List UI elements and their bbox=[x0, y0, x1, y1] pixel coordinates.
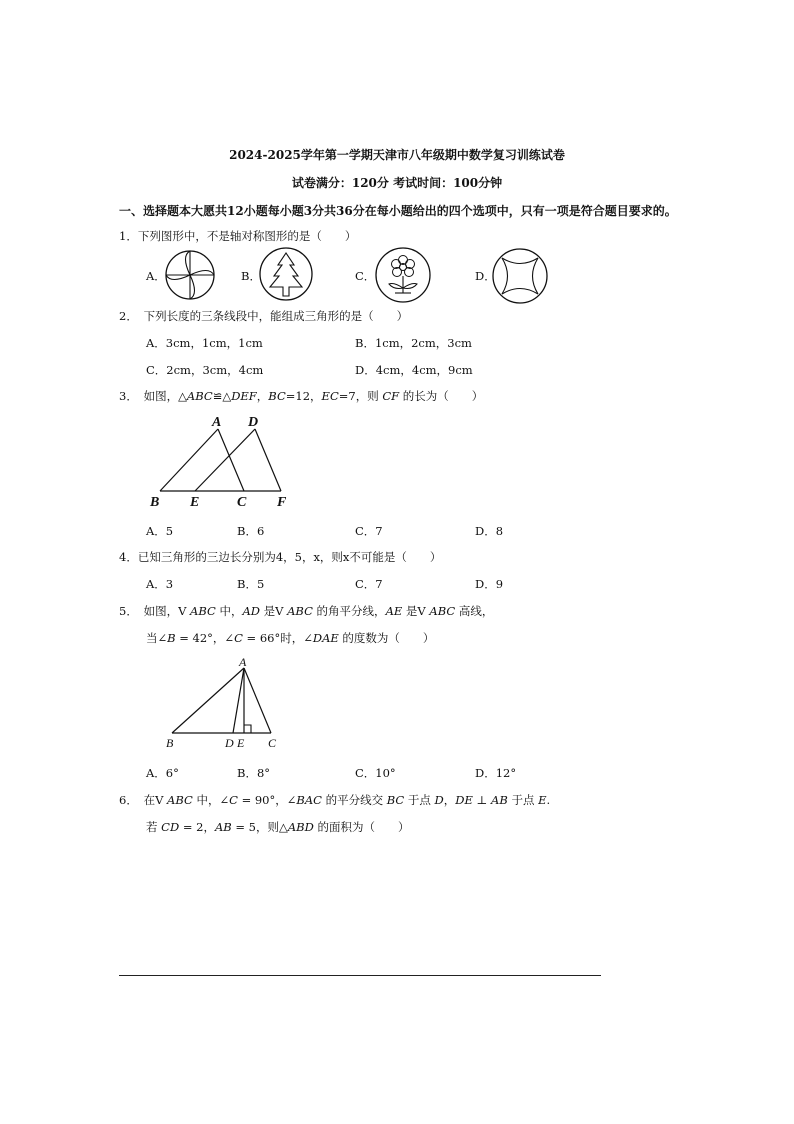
q5-option-d: D．12° bbox=[475, 766, 517, 780]
q2-option-a: A．3cm，1cm，1cm bbox=[146, 336, 263, 350]
label-a: A bbox=[239, 655, 247, 669]
label-a: A bbox=[212, 415, 222, 430]
q1-option-a: A． bbox=[146, 269, 166, 283]
q4-option-a: A．3 bbox=[146, 577, 174, 591]
concave-square-circle-figure bbox=[491, 247, 549, 305]
label-e: E bbox=[237, 736, 245, 750]
q5-option-c: C．10° bbox=[355, 766, 396, 780]
q4-option-c: C．7 bbox=[355, 577, 383, 591]
q5-option-a: A．6° bbox=[146, 766, 179, 780]
q3-option-a: A．5 bbox=[146, 524, 174, 538]
exam-subtitle: 试卷满分：120分 考试时间：100分钟 bbox=[291, 176, 503, 190]
section-heading: 一、选择题本大愿共12小题每小题3分共36分在每小题给出的四个选项中，只有一项是符合题目要求的。 bbox=[119, 204, 677, 218]
question-6-stem-line1: 6． 在V ABC 中，∠C = 90°，∠BAC 的平分线交 BC 于点 D，DE ⊥ AB 于点 E. bbox=[119, 793, 551, 807]
q2-option-b: B．1cm，2cm，3cm bbox=[355, 336, 472, 350]
label-b: B bbox=[150, 495, 160, 510]
pinwheel-circle-figure bbox=[163, 248, 217, 302]
page-title: 2024-2025学年第一学期天津市八年级期中数学复习训练试卷 bbox=[229, 148, 565, 162]
q1-option-b: B． bbox=[241, 269, 261, 283]
flower-circle-figure bbox=[374, 246, 432, 304]
question-4-stem: 4．已知三角形的三边长分别为4，5，x，则x不可能是（ ） bbox=[119, 550, 442, 564]
label-d: D bbox=[225, 736, 234, 750]
label-b: B bbox=[166, 736, 174, 750]
label-f: F bbox=[277, 495, 287, 510]
q2-option-d: D．4cm，4cm，9cm bbox=[355, 363, 473, 377]
question-1-stem: 1．下列图形中，不是轴对称图形的是（ ） bbox=[119, 229, 357, 243]
triangle-bisector-altitude-figure bbox=[160, 652, 290, 754]
label-e: E bbox=[190, 495, 200, 510]
q1-option-d: D． bbox=[475, 269, 496, 283]
question-6-stem-line2: 若 CD = 2，AB = 5，则△ABD 的面积为（ ） bbox=[146, 820, 410, 834]
label-d: D bbox=[248, 415, 259, 430]
q3-option-d: D．8 bbox=[475, 524, 504, 538]
q2-option-c: C．2cm，3cm，4cm bbox=[146, 363, 264, 377]
label-c: C bbox=[268, 736, 277, 750]
question-3-stem: 3． 如图，△ABC≌△DEF，BC=12，EC=7，则 CF 的长为（ ） bbox=[119, 389, 484, 403]
q4-option-d: D．9 bbox=[475, 577, 504, 591]
q5-option-b: B．8° bbox=[237, 766, 271, 780]
q1-option-c: C． bbox=[355, 269, 376, 283]
label-c: C bbox=[237, 495, 247, 510]
q4-option-b: B．5 bbox=[237, 577, 265, 591]
q3-option-b: B．6 bbox=[237, 524, 265, 538]
congruent-triangles-figure bbox=[145, 413, 315, 513]
pine-tree-circle-figure bbox=[258, 246, 314, 302]
q3-option-c: C．7 bbox=[355, 524, 383, 538]
question-5-stem-line1: 5． 如图，V ABC 中，AD 是V ABC 的角平分线，AE 是V ABC 高线， bbox=[119, 604, 494, 618]
question-2-stem: 2． 下列长度的三条线段中，能组成三角形的是（ ） bbox=[119, 309, 409, 323]
footer-divider bbox=[119, 975, 601, 976]
question-5-stem-line2: 当∠B = 42°，∠C = 66°时，∠DAE 的度数为（ ） bbox=[146, 631, 435, 645]
